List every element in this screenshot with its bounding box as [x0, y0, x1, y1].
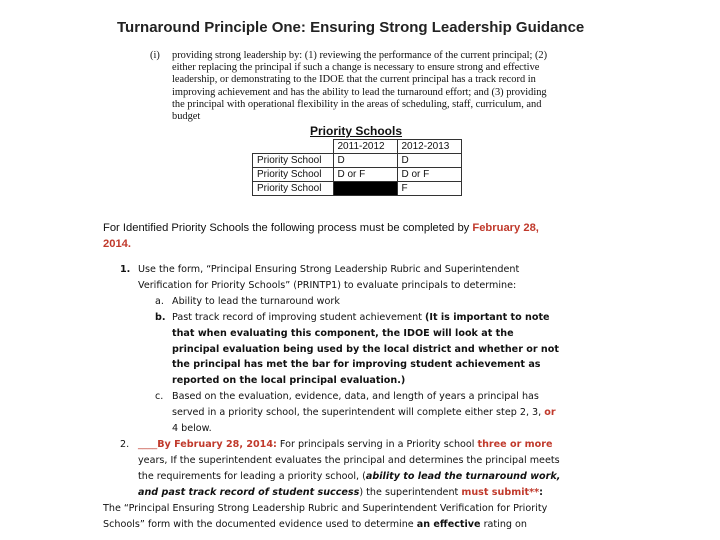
list-item-text: years, If the superintendent evaluates the principal and determines the principal meets the requirements for leading a priority school, ( — [138, 454, 560, 482]
table-cell: D or F — [397, 168, 461, 182]
list-number: 1. — [120, 264, 131, 275]
list-item-text: Based on the evaluation, evidence, data, and length of years a principal has served in a priority school, the superintendent will complete either step 2, 3, — [172, 391, 545, 419]
priority-schools-title: Priority Schools — [310, 124, 403, 138]
list-item-note: (It is important to note that when evaluating this component, the IDOE will look at the principal evaluation being used by the local district and whether or not the principal has met the bar for improving student achievement as reported on the local principal evaluation.) — [172, 311, 559, 387]
table-header-row — [253, 140, 462, 154]
item2-effective: an effective — [416, 518, 481, 530]
list-item-1a — [103, 294, 563, 310]
list-item-tail: 4 below. — [172, 423, 212, 435]
item2-continuation — [103, 501, 563, 533]
table-cell: D — [397, 154, 461, 168]
signoff-blank: ____ — [138, 438, 158, 450]
item2-deadline: By February 28, 2014: — [157, 438, 277, 450]
list-item-1 — [103, 262, 563, 294]
table-header-cell: 2011-2012 — [333, 140, 397, 154]
table-header-cell: 2012-2013 — [397, 140, 461, 154]
list-item-1c — [103, 389, 563, 437]
table-cell: Priority School — [253, 182, 334, 196]
list-item-2 — [103, 437, 563, 501]
table-header-cell — [253, 140, 334, 154]
item-i-paragraph — [150, 50, 550, 123]
table-cell: D — [333, 154, 397, 168]
process-list — [103, 262, 563, 532]
list-item-1b — [103, 310, 563, 390]
list-letter: b. — [155, 311, 166, 323]
list-number: 2. — [120, 438, 130, 450]
item2-colon: : — [539, 486, 543, 498]
table-cell: F — [397, 182, 461, 196]
list-item-text: Ability to lead the turnaround work — [172, 295, 340, 307]
redacted-cell — [333, 182, 397, 196]
list-letter: c. — [155, 391, 164, 403]
item2-must-submit: must submit — [461, 486, 530, 498]
intro-text: For Identified Priority Schools the following process must be completed by — [103, 222, 473, 234]
list-item-text: Past track record of improving student achievement — [172, 311, 426, 323]
list-item-or: or — [544, 407, 556, 419]
table-row — [253, 182, 462, 196]
list-item-text: For principals serving in a Priority school — [276, 438, 478, 450]
list-item-text: The “Principal Ensuring Strong Leadership Rubric and Superintendent Verification for Priority Schools” form with the documented evidence used to determine — [103, 502, 548, 530]
table-cell: D or F — [333, 168, 397, 182]
list-item-text: ) the superintendent — [359, 486, 462, 498]
table-cell: Priority School — [253, 168, 334, 182]
intro-paragraph — [103, 220, 563, 252]
priority-schools-table — [252, 139, 462, 196]
table-row — [253, 154, 462, 168]
item2-stars: ** — [529, 486, 540, 498]
list-letter: a. — [155, 295, 164, 307]
intro-deadline: February 28, 2014. — [103, 222, 539, 250]
item-i-number: (i) — [150, 50, 160, 61]
item-i-text: providing strong leadership by: (1) reviewing the performance of the current principal; (2) either replacing the principal if such a change is necessary to ensure strong and effective leadership, or demonstrating to the IDOE that the current principal has a track record in improving achievement and has the ability to lead the turnaround effort; and (3) providing the principal with operational flexibility in the areas of scheduling, staff, curriculum, and budget — [172, 50, 548, 123]
item2-three-or-more: three or more — [477, 438, 553, 450]
page-title: Turnaround Principle One: Ensuring Strong Leadership Guidance — [117, 19, 585, 36]
list-item-text: Use the form, “Principal Ensuring Strong Leadership Rubric and Superintendent Verification for Priority Schools” (PRINTP1) to evaluate principals to determine: — [138, 264, 520, 291]
item2-criteria: ability to lead the turnaround work, and past track record of student success — [138, 470, 561, 498]
table-cell: Priority School — [253, 154, 334, 168]
list-item-text: rating on — [480, 518, 528, 530]
table-row — [253, 168, 462, 182]
